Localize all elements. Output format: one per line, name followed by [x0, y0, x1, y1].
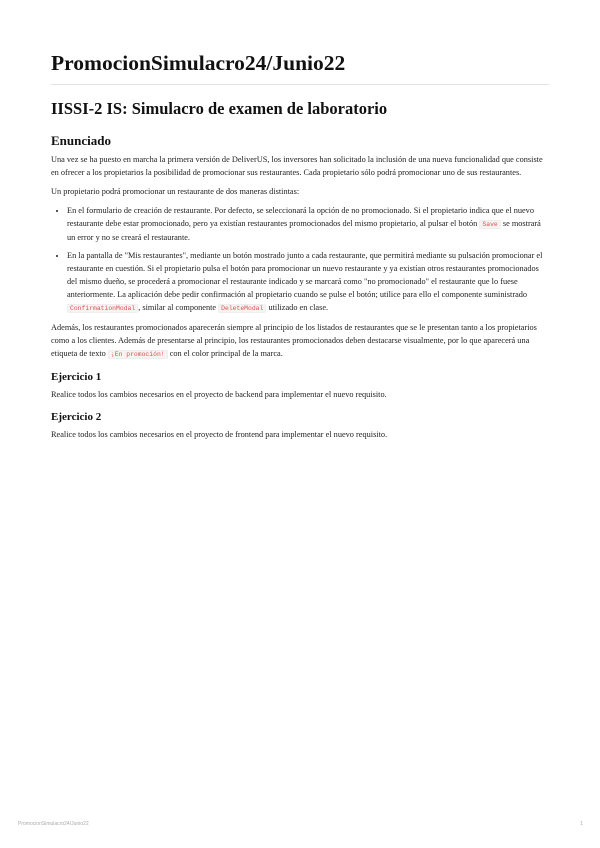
document-title: PromocionSimulacro24/Junio22 — [51, 51, 346, 75]
item2-text-a: En la pantalla de "Mis restaurantes", mediante un botón mostrado junto a cada restaurante, que permitirá mediante su pulsación promocionar el restaurante en cuestión. Si el propietario pulsa el botón para promocionar un nuevo restaurante y ya existían otros restaurantes promocionados del mismo dueño, se procederá a promocionar el restaurante indicado y se marcará como "no promocionado" el restaurante que lo fuese anteriormente. La aplicación debe pedir confirmación al propietario cuando se pulse el botón; utilice para ello el componente suministrado — [67, 251, 543, 299]
code-confirmation-modal: ConfirmationModal — [67, 304, 138, 313]
list-item — [67, 204, 549, 244]
code-delete-modal: DeleteModal — [218, 304, 266, 313]
p3-text-b: con el color principal de la marca. — [169, 349, 283, 358]
paragraph-ways: Un propietario podrá promocionar un restaurante de dos maneras distintas: — [51, 187, 300, 196]
ways-list — [51, 204, 549, 315]
footer-page-number: 1 — [580, 821, 583, 827]
paragraph-intro: Una vez se ha puesto en marcha la primera versión de DeliverUS, los inversores han solicitado la inclusión de una nueva funcionalidad que consiste en ofrecer a los propietarios la posibilidad de promocionar sus restaurantes. Cada propietario sólo podrá promocionar uno de sus restaurantes. — [51, 155, 543, 177]
code-en-promocion: ¡En promoción! — [108, 350, 168, 359]
exercise-2-heading: Ejercicio 2 — [51, 411, 102, 423]
document-page — [51, 50, 549, 447]
title-divider — [51, 84, 549, 85]
footer-document-name: PromocionSimulacro24/Junio22 — [18, 821, 89, 827]
code-save: Save — [479, 220, 500, 229]
exercise-2-text: Realice todos los cambios necesarios en el proyecto de frontend para implementar el nuevo requisito. — [51, 430, 388, 439]
item1-text-b: se mostrará un error y no se creará el restaurante. — [67, 219, 541, 242]
list-item — [67, 249, 549, 315]
section-heading-enunciado: Enunciado — [51, 133, 111, 148]
exercise-1-text: Realice todos los cambios necesarios en el proyecto de backend para implementar el nuevo requisito. — [51, 390, 387, 399]
exercise-1-heading: Ejercicio 1 — [51, 371, 102, 383]
paragraph-promoted — [51, 321, 549, 361]
p3-text-a: Además, los restaurantes promocionados aparecerán siempre al principio de los listados de restaurantes que se le presentan tanto a los propietarios como a los clientes. Además de presentarse al principio, los restaurantes promocionados deben destacarse visualmente, por lo que aparecerá una etiqueta de texto — [51, 323, 537, 358]
item2-text-c: utilizado en clase. — [268, 303, 329, 312]
item1-text-a: En el formulario de creación de restaurante. Por defecto, se seleccionará la opción de no promocionado. Si el propietario indica que el nuevo restaurante debe estar promocionado, pero ya existían restaurantes promocionados del mismo propietario, al pulsar el botón — [67, 206, 534, 228]
item2-text-b: , similar al componente — [138, 303, 217, 312]
document-subtitle: IISSI-2 IS: Simulacro de examen de laboratorio — [51, 99, 388, 118]
